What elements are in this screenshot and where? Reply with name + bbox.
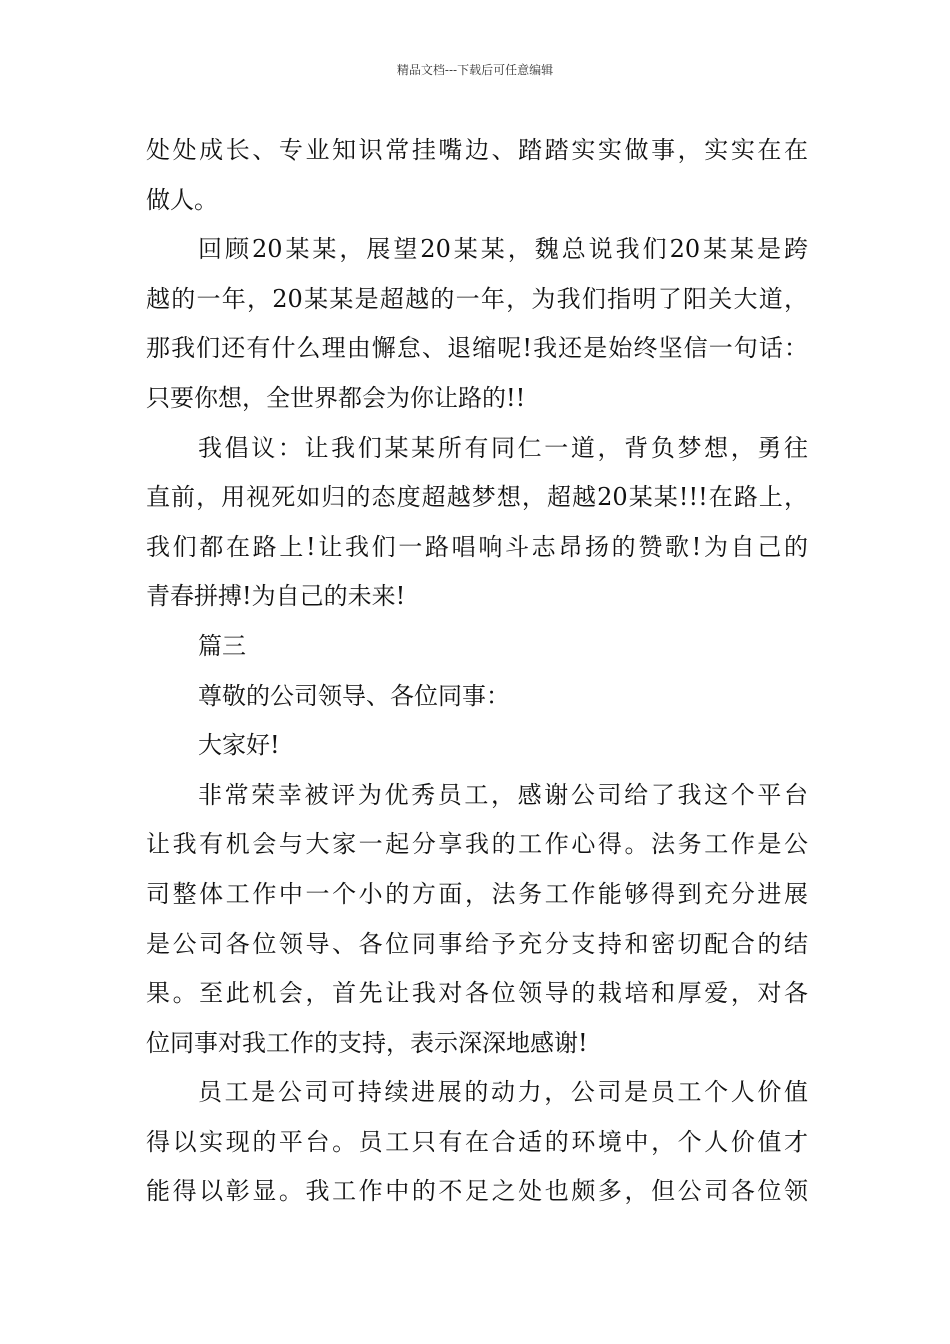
text-line: 尊敬的公司领导、各位同事： bbox=[198, 681, 510, 710]
text-line: 果。至此机会，首先让我对各位领导的栽培和厚爱，对各 bbox=[146, 979, 808, 1008]
text-line: 让我有机会与大家一起分享我的工作心得。法务工作是公 bbox=[146, 830, 808, 859]
text-line: 那我们还有什么理由懈怠、退缩呢!我还是始终坚信一句话： bbox=[146, 334, 808, 363]
text-line: 我倡议：让我们某某所有同仁一道，背负梦想，勇往 bbox=[198, 433, 808, 462]
text-line: 司整体工作中一个小的方面，法务工作能够得到充分进展 bbox=[146, 879, 808, 908]
text-line: 篇三 bbox=[198, 631, 246, 660]
text-line: 员工是公司可持续进展的动力，公司是员工个人价值 bbox=[198, 1078, 808, 1107]
text-line: 非常荣幸被评为优秀员工，感谢公司给了我这个平台 bbox=[198, 780, 808, 809]
text-line: 我们都在路上!让我们一路唱响斗志昂扬的赞歌!为自己的 bbox=[146, 532, 808, 561]
text-line: 得以实现的平台。员工只有在合适的环境中，个人价值才 bbox=[146, 1127, 808, 1156]
text-line: 位同事对我工作的支持，表示深深地感谢! bbox=[146, 1028, 588, 1057]
text-line: 直前，用视死如归的态度超越梦想，超越20某某!!!在路上， bbox=[146, 483, 808, 512]
page-header: 精品文档---下载后可任意编辑 bbox=[396, 63, 554, 77]
document-body bbox=[146, 126, 808, 1217]
text-line: 越的一年，20某某是超越的一年，为我们指明了阳关大道， bbox=[146, 284, 808, 313]
text-line: 青春拼搏!为自己的未来! bbox=[146, 582, 406, 611]
text-line: 能得以彰显。我工作中的不足之处也颇多，但公司各位领 bbox=[146, 1177, 808, 1206]
text-line: 只要你想，全世界都会为你让路的!! bbox=[146, 383, 526, 412]
text-line: 是公司各位领导、各位同事给予充分支持和密切配合的结 bbox=[146, 929, 808, 958]
text-line: 大家好! bbox=[198, 731, 280, 760]
text-line: 回顾20某某，展望20某某，魏总说我们20某某是跨 bbox=[198, 235, 808, 264]
text-line: 做人。 bbox=[146, 185, 218, 214]
text-line: 处处成长、专业知识常挂嘴边、踏踏实实做事，实实在在 bbox=[146, 136, 808, 164]
